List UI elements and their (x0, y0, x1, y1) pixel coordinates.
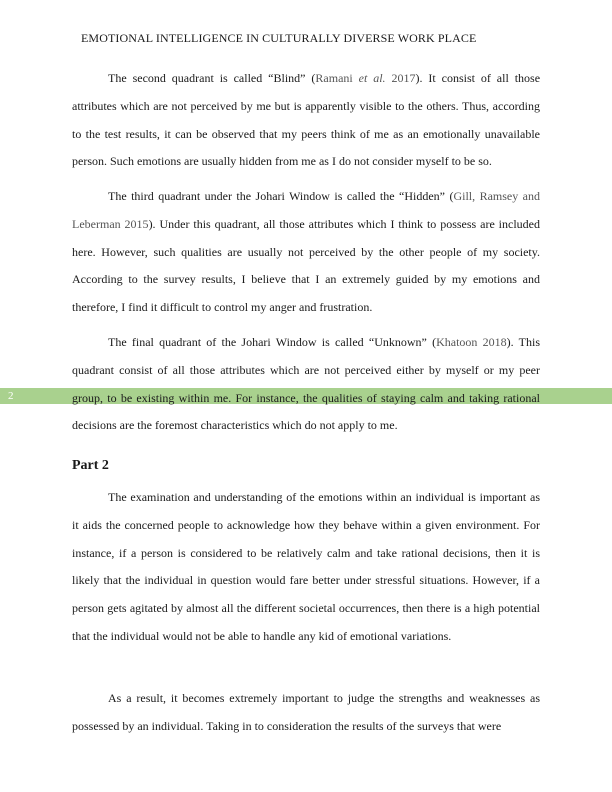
paragraph-text: The second quadrant is called “Blind” ( (108, 71, 316, 85)
paragraph-unknown-quadrant (72, 329, 540, 440)
citation-link[interactable]: Ramani et al. 2017 (315, 71, 416, 85)
paragraph-part2-continued (72, 685, 540, 741)
paragraph-text: The third quadrant under the Johari Window is called the “Hidden” ( (108, 189, 454, 203)
paragraph-text: ). This quadrant consist of all those attributes which are not perceived either by myself or my peer group, to be existing within me. For instance, the qualities of staying calm and taking rational decisions are the foremost characteristics which do not apply to me. (72, 335, 541, 433)
page-number: 2 (8, 390, 14, 402)
paragraph-text: ). It consist of all those attributes which are not perceived by me but is apparently visible to the others. Thus, according to the test results, it can be observed that my peers think of me as an emotionally unavailable person. Such emotions are usually hidden from me as I do not consider myself to be so. (72, 71, 541, 169)
section-heading: Part 2 (72, 458, 109, 473)
paragraph-text: ). Under this quadrant, all those attributes which I think to possess are included here. However, such qualities are usually not perceived by the other people of my society. According to the survey results, I believe that I an extremely guided by my emotions and therefore, I find it difficult to control my anger and frustration. (72, 216, 540, 315)
paragraph-hidden-quadrant (72, 183, 540, 322)
citation-link[interactable]: Gill, Ramsey and Leberman 2015 (72, 189, 541, 231)
paragraph-text: The examination and understanding of the emotions within an individual is important as it aids the concerned people to acknowledge how they behave within a given environment. For instance, if a person is considered to be relatively calm and take rational decisions, then it is likely that the individual in question would fare better under stressful situations. However, if a person gets agitated by almost all the different societal occurrences, then there is a high potential that the individual would not be able to handle any kid of emotional variations. (72, 490, 540, 643)
paragraph-text: As a result, it becomes extremely important to judge the strengths and weaknesses as possessed by an individual. Taking in to consideration the results of the surveys that were (72, 691, 540, 733)
paragraph-text: The final quadrant of the Johari Window is called “Unknown” ( (108, 335, 437, 349)
paragraph-part2-intro (72, 484, 540, 651)
citation-link[interactable]: Khatoon 2018 (436, 335, 507, 349)
running-header: EMOTIONAL INTELLIGENCE IN CULTURALLY DIVERSE WORK PLACE (81, 31, 477, 45)
paragraph-blind-quadrant (72, 65, 540, 176)
